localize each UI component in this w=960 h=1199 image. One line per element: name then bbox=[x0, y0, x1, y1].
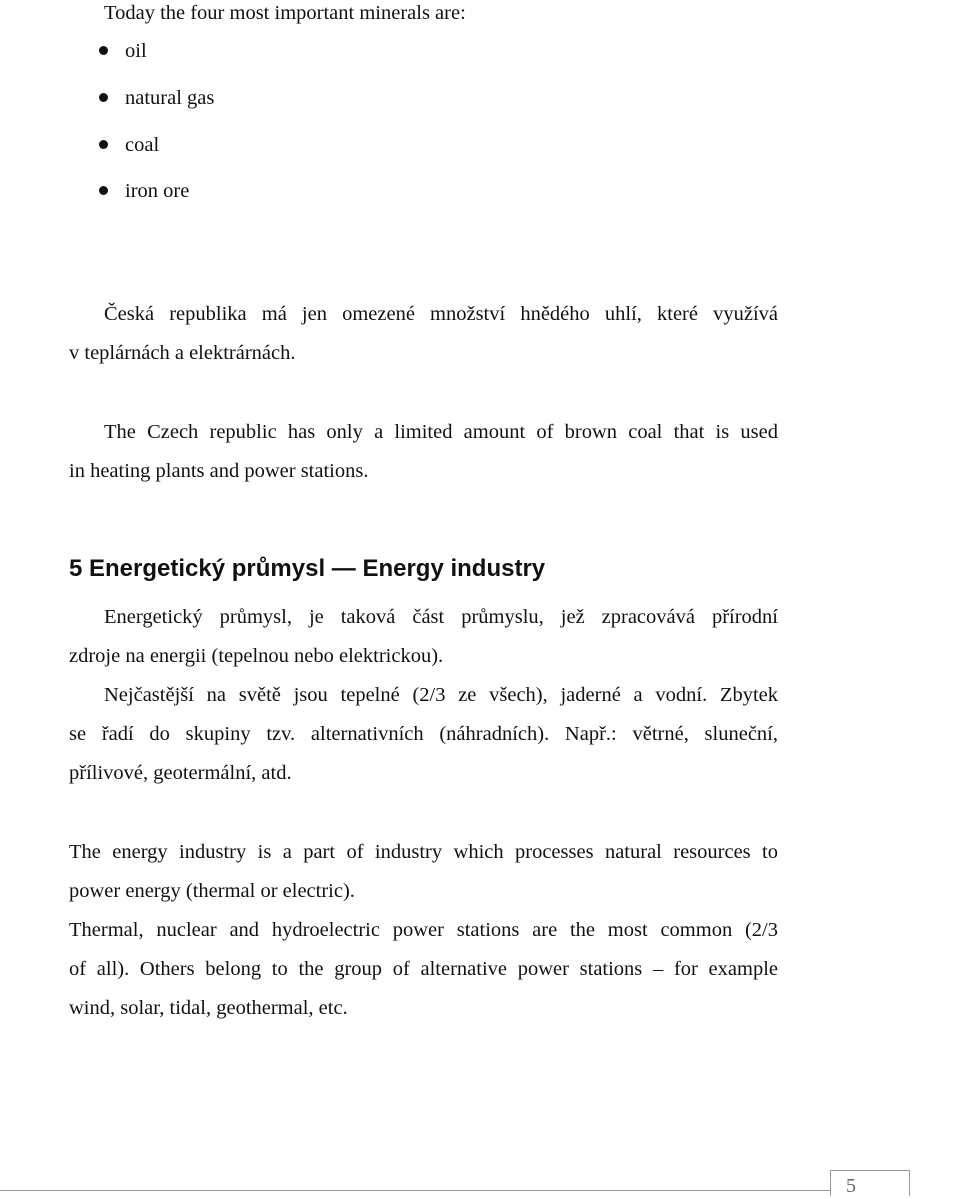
paragraph-line: power energy (thermal or electric). bbox=[69, 880, 355, 902]
paragraph-line: přílivové, geotermální, atd. bbox=[69, 762, 292, 784]
paragraph-line: Energetický průmysl, je taková část průmyslu, jež zpracovává přírodní bbox=[104, 606, 778, 628]
list-item: natural gas bbox=[125, 87, 215, 109]
page-number-box bbox=[830, 1170, 910, 1196]
list-item: oil bbox=[125, 40, 147, 62]
paragraph-line: of all). Others belong to the group of alternative power stations – for example bbox=[69, 958, 778, 980]
paragraph-line: Nejčastější na světě jsou tepelné (2/3 ze všech), jaderné a vodní. Zbytek bbox=[104, 684, 778, 706]
bullet-icon bbox=[99, 46, 108, 55]
bullet-icon bbox=[99, 186, 108, 195]
list-item: iron ore bbox=[125, 180, 190, 202]
paragraph-line: Thermal, nuclear and hydroelectric power stations are the most common (2/3 bbox=[69, 919, 778, 941]
paragraph-line: The Czech republic has only a limited amount of brown coal that is used bbox=[104, 421, 778, 443]
footer-rule bbox=[0, 1190, 830, 1191]
paragraph-line: The energy industry is a part of industry which processes natural resources to bbox=[69, 841, 778, 863]
page-number: 5 bbox=[846, 1175, 856, 1197]
minerals-intro: Today the four most important minerals are: bbox=[104, 2, 466, 24]
paragraph-line: Česká republika má jen omezené množství hnědého uhlí, které využívá bbox=[104, 303, 778, 325]
paragraph-line: zdroje na energii (tepelnou nebo elektrickou). bbox=[69, 645, 444, 667]
list-item: coal bbox=[125, 134, 160, 156]
paragraph-line: se řadí do skupiny tzv. alternativních (náhradních). Např.: větrné, sluneční, bbox=[69, 723, 778, 745]
paragraph-line: wind, solar, tidal, geothermal, etc. bbox=[69, 997, 348, 1019]
paragraph-line: in heating plants and power stations. bbox=[69, 460, 369, 482]
bullet-icon bbox=[99, 140, 108, 149]
bullet-icon bbox=[99, 93, 108, 102]
section-heading: 5 Energetický průmysl — Energy industry bbox=[69, 555, 546, 582]
paragraph-line: v teplárnách a elektrárnách. bbox=[69, 342, 296, 364]
